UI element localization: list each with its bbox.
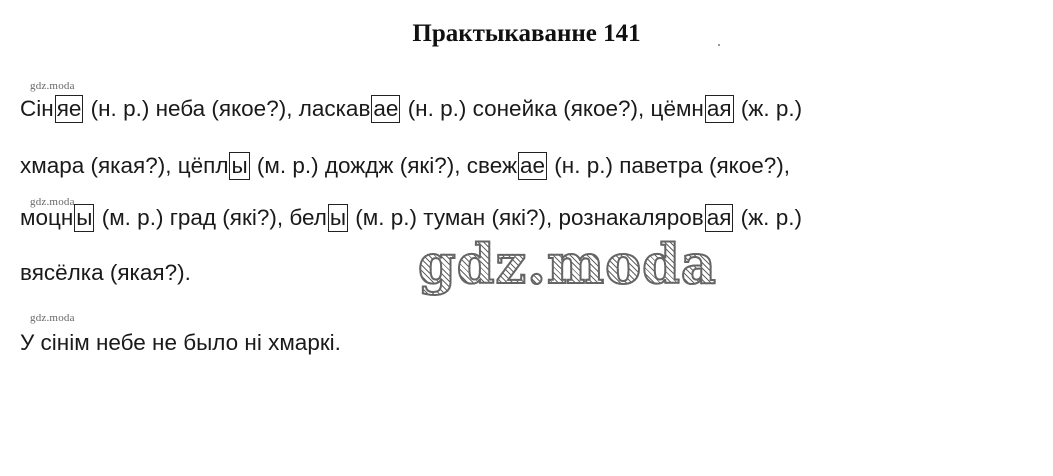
watermark-small-2: gdz.moda [30, 196, 75, 208]
text-segment: (н. р.) паветра (якое?), [548, 153, 791, 178]
exercise-title: Практыкаванне 141 [412, 20, 641, 47]
watermark-small-1: gdz.moda [30, 80, 75, 92]
text-segment: (н. р.) неба (якое?), ласкав [84, 96, 371, 121]
text-segment: Сін [20, 96, 54, 121]
text-segment: хмара (якая?), цёпл [20, 153, 229, 178]
ending-box: ая [706, 96, 732, 121]
ending-box: ы [231, 153, 248, 178]
answer-sentence: У сінім небе не было ні хмаркі. [20, 330, 341, 355]
ending-box: ы [329, 205, 347, 230]
speck [718, 44, 720, 46]
text-segment: (н. р.) сонейка (якое?), цёмн [401, 96, 704, 121]
ending-box: ае [373, 96, 399, 121]
text-segment: (ж. р.) [734, 96, 803, 121]
ending-box: ае [520, 153, 546, 178]
text-line-4: вясёлка (якая?). [20, 260, 191, 285]
ending-box: ая [706, 205, 732, 230]
ending-box: ы [76, 205, 93, 230]
text-line-3 [20, 204, 802, 232]
text-segment: (м. р.) туман (які?), рознакаляров [349, 205, 704, 230]
ending-box: яе [56, 96, 82, 121]
text-segment: (ж. р.) [734, 205, 802, 230]
text-segment: (м. р.) дождж (які?), свеж [250, 153, 518, 178]
text-line-1 [20, 95, 802, 123]
text-segment: (м. р.) град (які?), бел [95, 205, 327, 230]
text-line-2 [20, 152, 790, 180]
watermark-logo: gdz.moda [418, 232, 717, 296]
watermark-small-3: gdz.moda [30, 312, 75, 324]
text-segment: моцн [20, 205, 74, 230]
